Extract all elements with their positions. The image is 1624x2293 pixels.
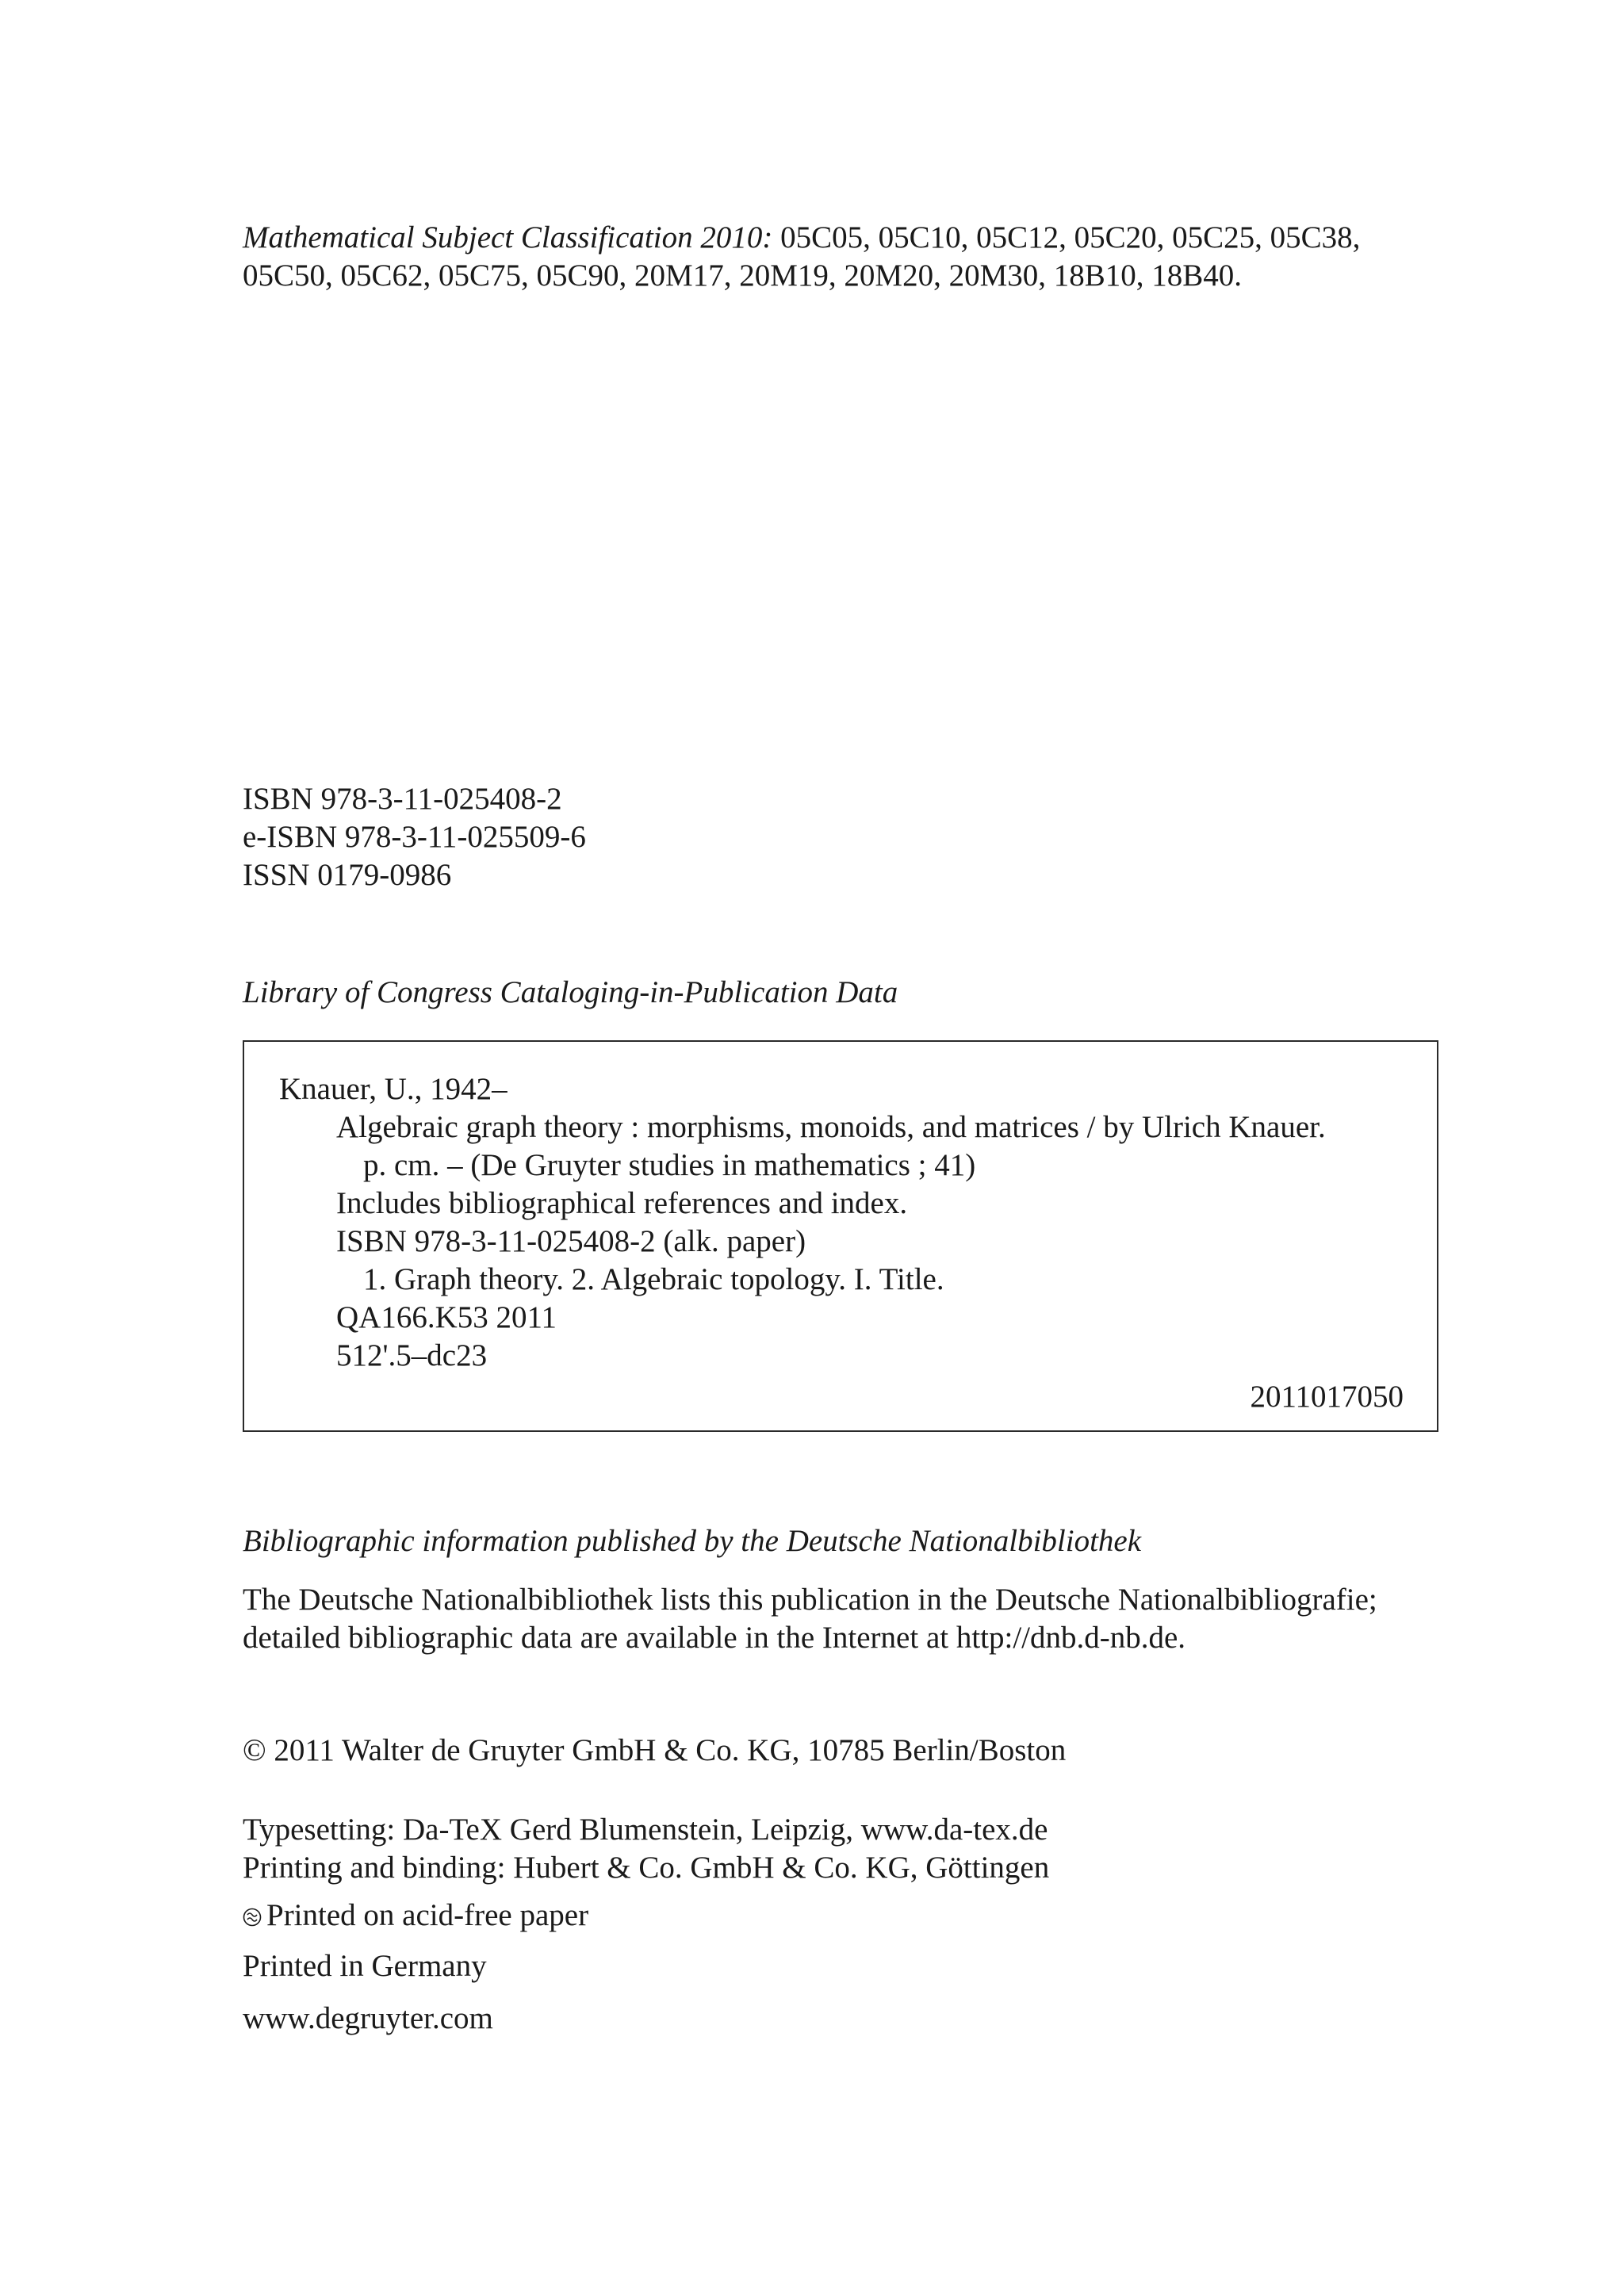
- copyright-notice: [243, 1732, 1432, 1770]
- dnb-text-line-2: detailed bibliographic data are available in the Internet at http://dnb.d-nb.de.: [243, 1621, 1186, 1655]
- acid-free-text: Printed on acid-free paper: [266, 1898, 589, 1932]
- typesetting-credit: [243, 1811, 1432, 1849]
- cip-data-box: [243, 1040, 1438, 1432]
- printed-in-text: Printed in Germany: [243, 1949, 487, 1983]
- cip-isbn: ISBN 978-3-11-025408-2 (alk. paper): [336, 1224, 806, 1258]
- publisher-website: [243, 2000, 1432, 2038]
- cip-dewey: 512'.5–dc23: [336, 1338, 488, 1372]
- copyright-text: © 2011 Walter de Gruyter GmbH & Co. KG, 10785 Berlin/Boston: [243, 1733, 1067, 1767]
- loc-heading: [243, 974, 1432, 1012]
- acid-free-line: [243, 1897, 1432, 1935]
- subject-classification-codes-2: 05C50, 05C62, 05C75, 05C90, 20M17, 20M19, 20M20, 20M30, 18B10, 18B40.: [243, 258, 1243, 293]
- dnb-heading: [243, 1522, 1432, 1560]
- printing-text: Printing and binding: Hubert & Co. GmbH & Co. KG, Göttingen: [243, 1851, 1050, 1885]
- acid-free-paper-icon: [243, 1908, 262, 1927]
- isbn: ISBN 978-3-11-025408-2: [243, 782, 562, 816]
- cip-lccn: 2011017050: [1250, 1380, 1404, 1414]
- loc-heading-text: Library of Congress Cataloging-in-Publication Data: [243, 975, 898, 1009]
- printing-credit: [243, 1849, 1432, 1887]
- cip-notes: Includes bibliographical references and index.: [336, 1186, 908, 1220]
- e-isbn: e-ISBN 978-3-11-025509-6: [243, 820, 586, 854]
- publisher-website-text: www.degruyter.com: [243, 2001, 493, 2035]
- subject-classification-codes-1: 05C05, 05C10, 05C12, 05C20, 05C25, 05C38,: [772, 220, 1361, 255]
- dnb-text-line-1: The Deutsche Nationalbibliothek lists this publication in the Deutsche Nationalbibliografie;: [243, 1583, 1377, 1617]
- isbn-block: [243, 780, 1432, 894]
- printed-in: [243, 1947, 1432, 1985]
- typesetting-text: Typesetting: Da-TeX Gerd Blumenstein, Leipzig, www.da-tex.de: [243, 1813, 1048, 1847]
- cip-subjects: 1. Graph theory. 2. Algebraic topology. I. Title.: [363, 1262, 944, 1296]
- subject-classification-label: Mathematical Subject Classification 2010:: [243, 220, 773, 255]
- cip-series: p. cm. – (De Gruyter studies in mathematics ; 41): [363, 1148, 976, 1182]
- cip-title: Algebraic graph theory : morphisms, monoids, and matrices / by Ulrich Knauer.: [336, 1110, 1326, 1144]
- dnb-text: [243, 1581, 1432, 1657]
- acid-free-note: [243, 1897, 1432, 1935]
- subject-classification: [243, 219, 1432, 295]
- cip-call-number: QA166.K53 2011: [336, 1300, 557, 1334]
- issn: ISSN 0179-0986: [243, 858, 452, 892]
- subject-classification-line-1: [243, 219, 1432, 257]
- cip-author: Knauer, U., 1942–: [279, 1072, 508, 1106]
- dnb-heading-text: Bibliographic information published by the Deutsche Nationalbibliothek: [243, 1524, 1142, 1558]
